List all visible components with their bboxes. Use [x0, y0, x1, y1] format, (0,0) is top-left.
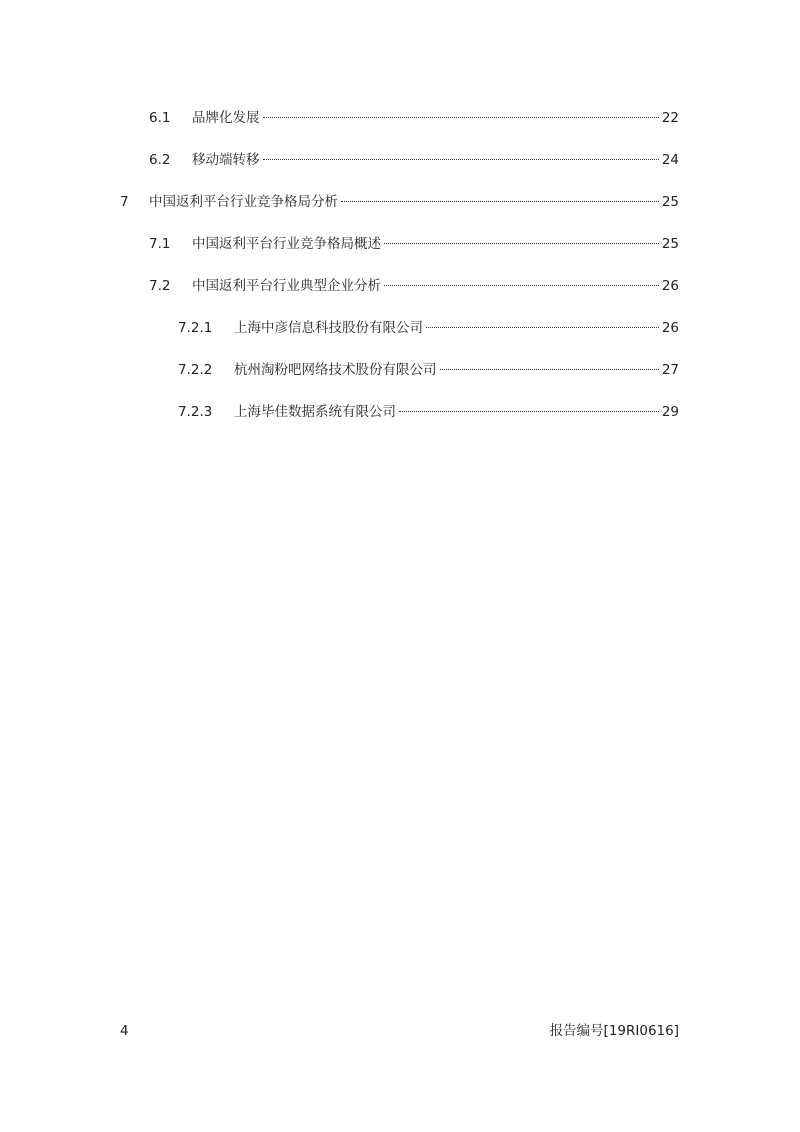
- dot-leader: [341, 201, 659, 202]
- dot-leader: [384, 243, 659, 244]
- toc-entry-6-1[interactable]: [0, 107, 800, 129]
- toc-entry-title: 上海中彦信息科技股份有限公司: [234, 320, 423, 336]
- toc-entry-number: 6.1: [149, 110, 171, 126]
- toc-entry-7-1[interactable]: [0, 233, 800, 255]
- toc-entry-number: 7.2.2: [178, 362, 213, 378]
- dot-leader: [263, 159, 659, 160]
- toc-entry-number: 7.1: [149, 236, 171, 252]
- toc-entry-title: 上海毕佳数据系统有限公司: [234, 404, 396, 420]
- toc-entry-page: 25: [661, 194, 679, 210]
- toc-entry-title: 品牌化发展: [192, 110, 260, 126]
- toc-entry-6-2[interactable]: [0, 149, 800, 171]
- toc-entry-number: 7.2: [149, 278, 171, 294]
- toc-entry-7-2-3[interactable]: [0, 401, 800, 423]
- dot-leader: [384, 285, 659, 286]
- dot-leader: [399, 411, 659, 412]
- dot-leader: [263, 117, 659, 118]
- toc-entry-page: 25: [661, 236, 679, 252]
- toc-entry-7-2[interactable]: [0, 275, 800, 297]
- toc-entry-page: 26: [661, 320, 679, 336]
- toc-entry-7-2-1[interactable]: [0, 317, 800, 339]
- toc-entry-7[interactable]: [0, 191, 800, 213]
- toc-entry-page: 29: [661, 404, 679, 420]
- toc-entry-page: 26: [661, 278, 679, 294]
- toc-entry-number: 7.2.3: [178, 404, 213, 420]
- toc-entry-page: 24: [661, 152, 679, 168]
- toc-entry-title: 移动端转移: [192, 152, 260, 168]
- toc-entry-title: 中国返利平台行业典型企业分析: [192, 278, 381, 294]
- toc-entry-number: 7: [120, 194, 129, 210]
- toc-entry-7-2-2[interactable]: [0, 359, 800, 381]
- dot-leader: [440, 369, 659, 370]
- toc-entry-page: 22: [661, 110, 679, 126]
- footer-page-number: 4: [120, 1023, 129, 1039]
- toc-entry-number: 7.2.1: [178, 320, 213, 336]
- footer-report-number: 报告编号[19RI0616]: [549, 1023, 679, 1039]
- dot-leader: [426, 327, 659, 328]
- toc-entry-title: 杭州淘粉吧网络技术股份有限公司: [234, 362, 437, 378]
- toc-entry-title: 中国返利平台行业竞争格局概述: [192, 236, 381, 252]
- toc-entry-page: 27: [661, 362, 679, 378]
- toc-entry-number: 6.2: [149, 152, 171, 168]
- toc-entry-title: 中国返利平台行业竞争格局分析: [149, 194, 338, 210]
